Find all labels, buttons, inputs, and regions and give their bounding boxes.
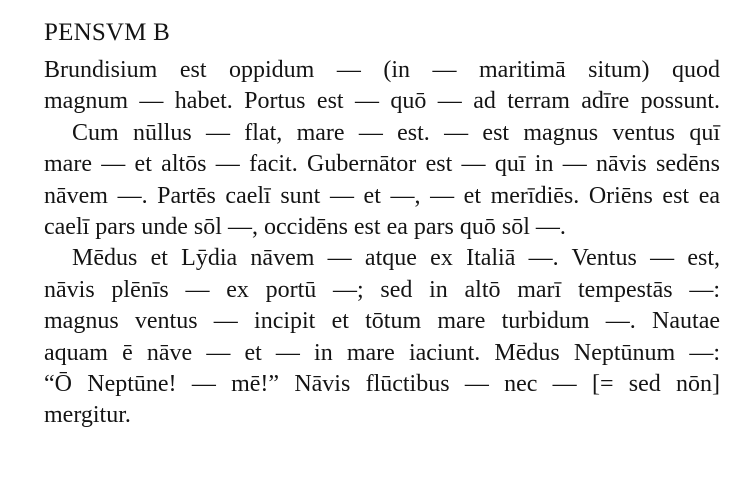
exercise-heading: PENSVM B <box>44 19 170 46</box>
paragraph-2 <box>44 118 720 244</box>
text-line: Mēdus et Lӯdia nāvem — atque ex Italiā —. Ventus — est, <box>72 245 720 272</box>
text-line: mergitur. <box>44 402 131 429</box>
text-line: mare — et altōs — facit. Gubernātor est — quī in — nāvis sedēns <box>44 151 720 178</box>
text-line: nāvis plēnīs — ex portū —; sed in altō marī tempestās —: <box>44 276 720 303</box>
text-line: magnum — habet. Portus est — quō — ad terram adīre possunt. <box>44 88 720 115</box>
text-line: magnus ventus — incipit et tōtum mare turbidum —. Nautae <box>44 308 720 335</box>
text-line: Brundisium est oppidum — (in — maritimā situm) quod <box>44 57 720 83</box>
text-line: Cum nūllus — flat, mare — est. — est magnus ventus quī <box>72 119 720 146</box>
text-line: caelī pars unde sōl —, occidēns est ea pars quō sōl —. <box>44 213 566 240</box>
text-line: nāvem —. Partēs caelī sunt — et —, — et merīdiēs. Oriēns est ea <box>44 182 720 209</box>
exercise-page <box>44 18 720 432</box>
paragraph-3 <box>44 243 720 431</box>
text-line: “Ō Neptūne! — mē!” Nāvis flūctibus — nec — [= sed nōn] <box>44 370 720 397</box>
paragraph-1 <box>44 55 720 118</box>
text-line: aquam ē nāve — et — in mare iaciunt. Mēdus Neptūnum —: <box>44 339 720 366</box>
